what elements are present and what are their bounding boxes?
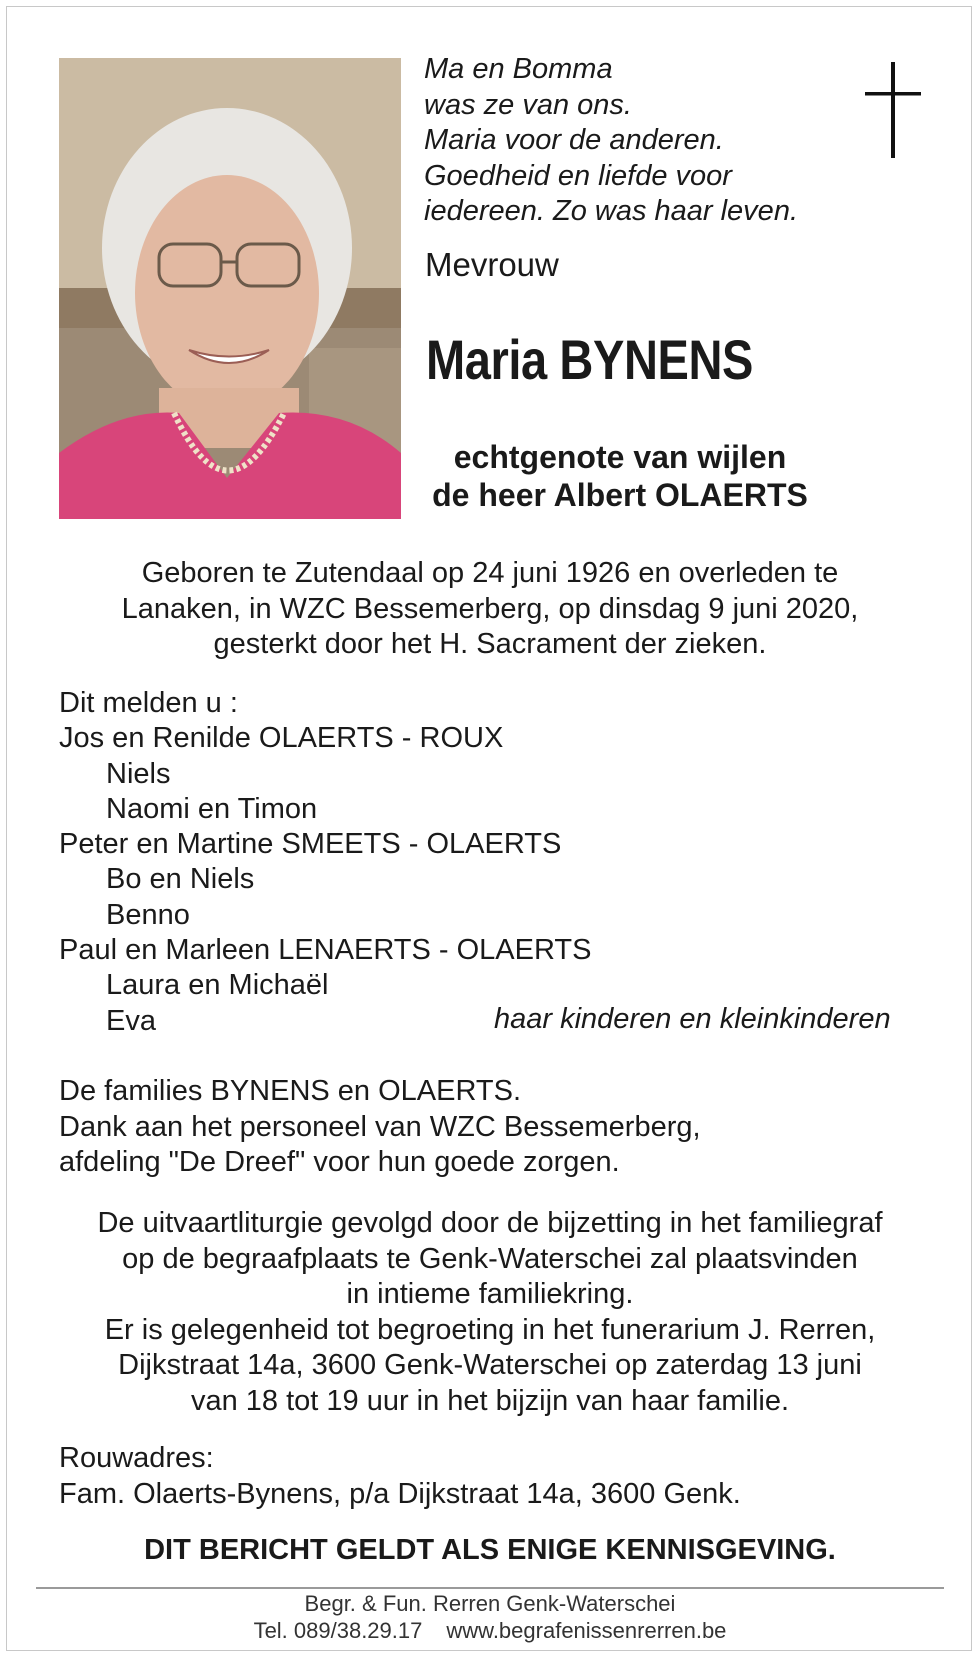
families-line: De families BYNENS en OLAERTS.: [59, 1075, 522, 1107]
grandchild: Benno: [106, 898, 190, 931]
funeral-info: [40, 1206, 940, 1419]
birth-death-info: [40, 556, 940, 663]
mourning-address-label: Rouwadres:: [59, 1442, 214, 1474]
family-member: Paul en Marleen LENAERTS - OLAERTS: [59, 934, 592, 967]
grandchild: Naomi en Timon: [106, 792, 318, 825]
grandchild: Bo en Niels: [106, 863, 255, 896]
memorial-poem: [424, 52, 844, 230]
birth-death-line: Lanaken, in WZC Bessemerberg, op dinsdag 9 juni 2020,: [121, 592, 859, 625]
mourning-address: [59, 1441, 741, 1512]
poem-line: Ma en Bomma: [424, 53, 613, 85]
poem-line: iedereen. Zo was haar leven.: [424, 195, 798, 227]
funeral-line: Er is gelegenheid tot begroeting in het funerarium J. Rerren,: [104, 1313, 876, 1346]
spouse-line: echtgenote van wijlen: [453, 439, 787, 475]
official-notice: DIT BERICHT GELDT ALS ENIGE KENNISGEVING.: [144, 1534, 836, 1566]
poem-line: Goedheid en liefde voor: [424, 159, 732, 192]
footer-divider: [36, 1587, 944, 1589]
families-line: Dank aan het personeel van WZC Bessemerberg,: [59, 1110, 701, 1143]
deceased-name: Maria BYNENS: [426, 328, 753, 391]
relation-label: haar kinderen en kleinkinderen: [494, 1003, 891, 1035]
funeral-home-name: Begr. & Fun. Rerren Genk-Waterschei: [304, 1591, 676, 1616]
grandchild: Niels: [106, 757, 171, 790]
funeral-home-contact: [40, 1617, 940, 1644]
poem-line: Maria voor de anderen.: [424, 124, 724, 156]
title-prefix: Mevrouw: [425, 246, 559, 283]
funeral-line: De uitvaartliturgie gevolgd door de bijzetting in het familiegraf: [97, 1207, 883, 1239]
poem-line: was ze van ons.: [424, 88, 632, 121]
families-line: afdeling "De Dreef" voor hun goede zorgen.: [59, 1146, 620, 1178]
portrait-photo: [59, 58, 401, 519]
birth-death-line: gesterkt door het H. Sacrament der zieken.: [213, 628, 767, 660]
funeral-line: Dijkstraat 14a, 3600 Genk-Waterschei op zaterdag 13 juni: [118, 1349, 862, 1381]
funeral-line: van 18 tot 19 uur in het bijzijn van haar familie.: [190, 1384, 790, 1417]
funeral-home-footer: [40, 1590, 940, 1644]
family-member: Jos en Renilde OLAERTS - ROUX: [59, 722, 504, 755]
grandchild: Laura en Michaël: [106, 969, 329, 1002]
families-thanks: [59, 1074, 701, 1181]
funeral-home-phone: Tel. 089/38.29.17: [253, 1618, 423, 1643]
funeral-home-website[interactable]: www.begrafenissenrerren.be: [446, 1618, 727, 1643]
family-member: Peter en Martine SMEETS - OLAERTS: [59, 828, 562, 861]
announcers-intro: Dit melden u :: [59, 687, 238, 719]
spouse-line: de heer Albert OLAERTS: [432, 477, 808, 513]
mourning-address-value: Fam. Olaerts-Bynens, p/a Dijkstraat 14a, 3600 Genk.: [59, 1477, 741, 1510]
spouse-info: [420, 438, 820, 514]
birth-death-line: Geboren te Zutendaal op 24 juni 1926 en overleden te: [141, 557, 839, 589]
latin-cross-icon: [865, 62, 921, 158]
funeral-line: op de begraafplaats te Genk-Waterschei zal plaatsvinden: [122, 1242, 858, 1275]
announcers-list: [59, 686, 591, 1039]
grandchild: Eva: [106, 1004, 156, 1037]
funeral-line: in intieme familiekring.: [346, 1278, 634, 1310]
